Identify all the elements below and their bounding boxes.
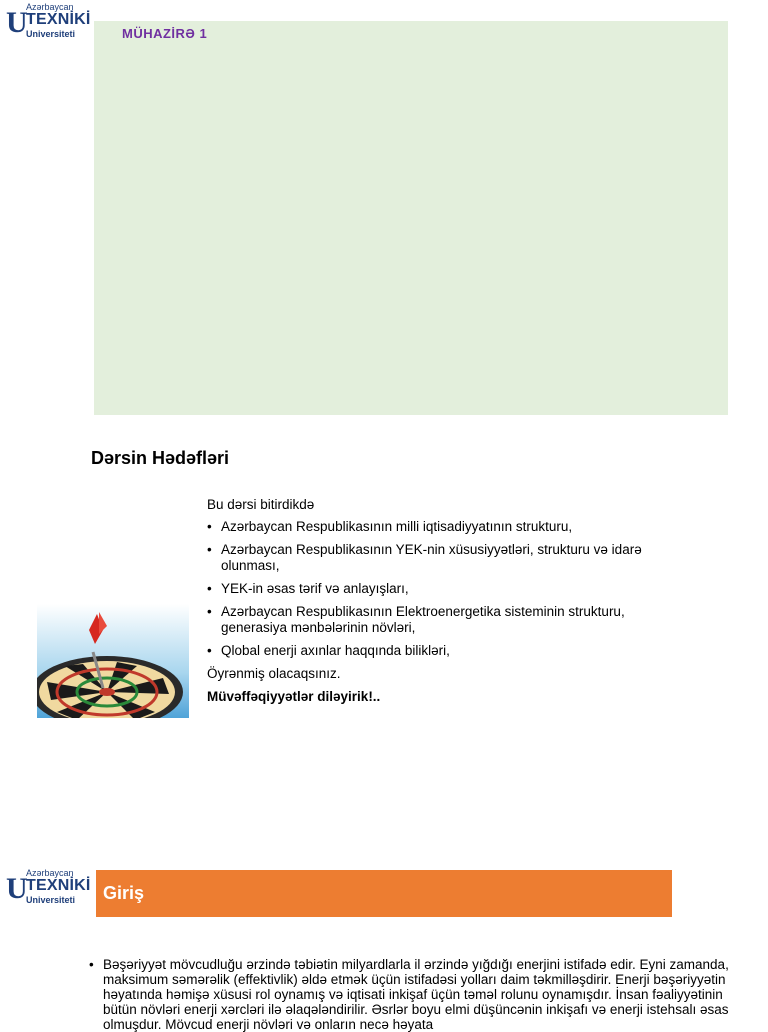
logo-line-1: Azərbaycan [26,868,74,878]
goals-heading: Dərsin Hədəfləri [91,448,230,468]
lecture-label: MÜHAZİRƏ 1 [122,26,208,41]
logo-line-3: Universiteti [26,29,76,39]
goal-item: • Azərbaycan Respublikasının Elektroenergetika sisteminin strukturu, generasiya mənbələrinin növləri, [207,604,677,636]
logo-line-1: Azərbaycan [26,2,74,12]
goals-intro: Bu dərsi bitirdikdə [207,497,315,512]
goals-wish: Müvəffəqiyyətlər diləyirik!.. [207,689,381,704]
goal-item: • Azərbaycan Respublikasının YEK-nin xüsusiyyətləri, strukturu və idarə olunması, [207,542,677,574]
university-logo [4,2,91,44]
goals-outro: Öyrənmiş olacaqsınız. [207,666,341,681]
logo-line-3: Universiteti [26,895,76,905]
logo-line-2: TEXNİKİ [26,11,91,28]
goal-item: • Azərbaycan Respublikasının milli iqtisadiyyatının strukturu, [207,519,677,535]
goal-item: • YEK-in əsas tərif və anlayışları, [207,581,677,597]
logo-mark: U [6,872,28,905]
title-slide-panel [94,21,728,415]
goals-list [207,519,677,659]
intro-body [89,957,729,1032]
logo-mark: U [6,6,28,39]
intro-section-banner [96,870,672,917]
intro-section-title: Giriş [103,883,145,903]
logo-line-2: TEXNİKİ [26,877,91,894]
dartboard-icon [37,604,189,718]
university-logo-2 [4,868,91,910]
intro-paragraph: • Bəşəriyyət mövcudluğu ərzində təbiətin milyardlarla il ərzində yığdığı enerjini istifadə edir. Eyni zamanda, maksimum səmərəlik (effektivlik) əldə etmək üçün istifadəsi yolları daim təkmilləşdirir. Enerji bəşəriyyətin həyatında həmişə xüsusi rol oynamış və iqtisati inkişaf üçün təməl rolunu oynamışdır. İnsan fəaliyyətinin bütün növləri enerji xərcləri ilə əlaqələndirilir. Əsrlər boyu elmi düşüncənin inkişafı və enerji istehsalı əsas olmuşdur. Mövcud enerji növləri və onların necə həyata [89,957,729,1032]
goal-item: • Qlobal enerji axınlar haqqında bilikləri, [207,643,677,659]
dartboard-illustration [37,604,189,718]
goals-list-block [207,497,677,705]
